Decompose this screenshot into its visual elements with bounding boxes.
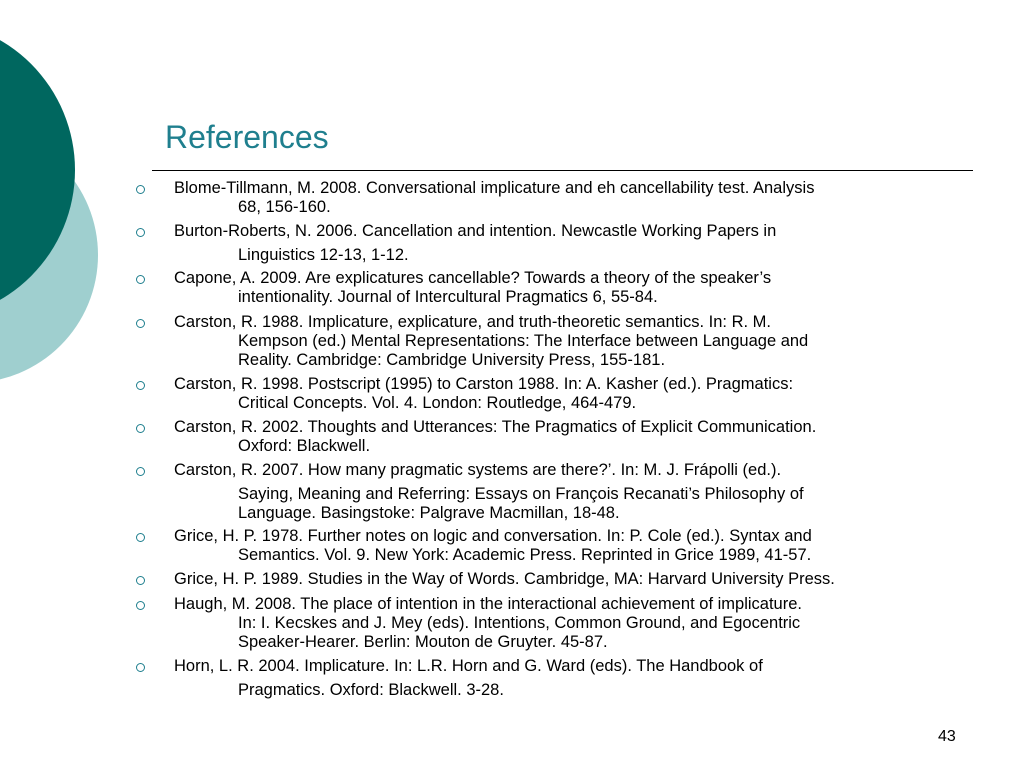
reference-line: Blome-Tillmann, M. 2008. Conversational implicature and eh cancellability test. Analysis (174, 179, 815, 197)
reference-line: Carston, R. 2007. How many pragmatic systems are there?’. In: M. J. Frápolli (ed.). (174, 461, 782, 479)
reference-line: Oxford: Blackwell. (238, 437, 371, 455)
reference-line: intentionality. Journal of Intercultural Pragmatics 6, 55-84. (238, 288, 658, 306)
reference-line: 68, 156-160. (238, 198, 331, 216)
circle-bullet-icon (136, 275, 145, 284)
reference-line: Grice, H. P. 1989. Studies in the Way of Words. Cambridge, MA: Harvard University Press. (174, 570, 835, 588)
reference-line: Grice, H. P. 1978. Further notes on logic and conversation. In: P. Cole (ed.). Syntax and (174, 527, 812, 545)
reference-line: Horn, L. R. 2004. Implicature. In: L.R. Horn and G. Ward (eds). The Handbook of (174, 657, 763, 675)
circle-bullet-icon (136, 424, 145, 433)
page-number: 43 (938, 728, 956, 745)
circle-bullet-icon (136, 533, 145, 542)
page-title: References (165, 119, 329, 155)
circle-bullet-icon (136, 228, 145, 237)
reference-line: Reality. Cambridge: Cambridge University Press, 155-181. (238, 351, 666, 369)
reference-line: Kempson (ed.) Mental Representations: The Interface between Language and (238, 332, 809, 350)
circle-bullet-icon (136, 601, 145, 610)
reference-line: Saying, Meaning and Referring: Essays on François Recanati’s Philosophy of (238, 485, 804, 503)
reference-line: Semantics. Vol. 9. New York: Academic Press. Reprinted in Grice 1989, 41-57. (238, 546, 812, 564)
circle-bullet-icon (136, 467, 145, 476)
reference-line: Burton-Roberts, N. 2006. Cancellation and intention. Newcastle Working Papers in (174, 222, 777, 240)
reference-line: Linguistics 12-13, 1-12. (238, 246, 409, 264)
reference-line: Pragmatics. Oxford: Blackwell. 3-28. (238, 681, 504, 699)
reference-line: Carston, R. 1988. Implicature, explicature, and truth-theoretic semantics. In: R. M. (174, 313, 772, 331)
circle-bullet-icon (136, 185, 145, 194)
reference-line: Language. Basingstoke: Palgrave Macmillan, 18-48. (238, 504, 620, 522)
circle-bullet-icon (136, 381, 145, 390)
reference-line: Speaker-Hearer. Berlin: Mouton de Gruyter. 45-87. (238, 633, 608, 651)
reference-line: Carston, R. 1998. Postscript (1995) to Carston 1988. In: A. Kasher (ed.). Pragmatics: (174, 375, 794, 393)
reference-line: Haugh, M. 2008. The place of intention in the interactional achievement of implicature. (174, 595, 802, 613)
reference-line: In: I. Kecskes and J. Mey (eds). Intentions, Common Ground, and Egocentric (238, 614, 801, 632)
reference-line: Carston, R. 2002. Thoughts and Utterances: The Pragmatics of Explicit Communication. (174, 418, 817, 436)
circle-bullet-icon (136, 663, 145, 672)
circle-bullet-icon (136, 319, 145, 328)
reference-line: Critical Concepts. Vol. 4. London: Routledge, 464-479. (238, 394, 637, 412)
circle-bullet-icon (136, 576, 145, 585)
reference-line: Capone, A. 2009. Are explicatures cancellable? Towards a theory of the speaker’s (174, 269, 772, 287)
